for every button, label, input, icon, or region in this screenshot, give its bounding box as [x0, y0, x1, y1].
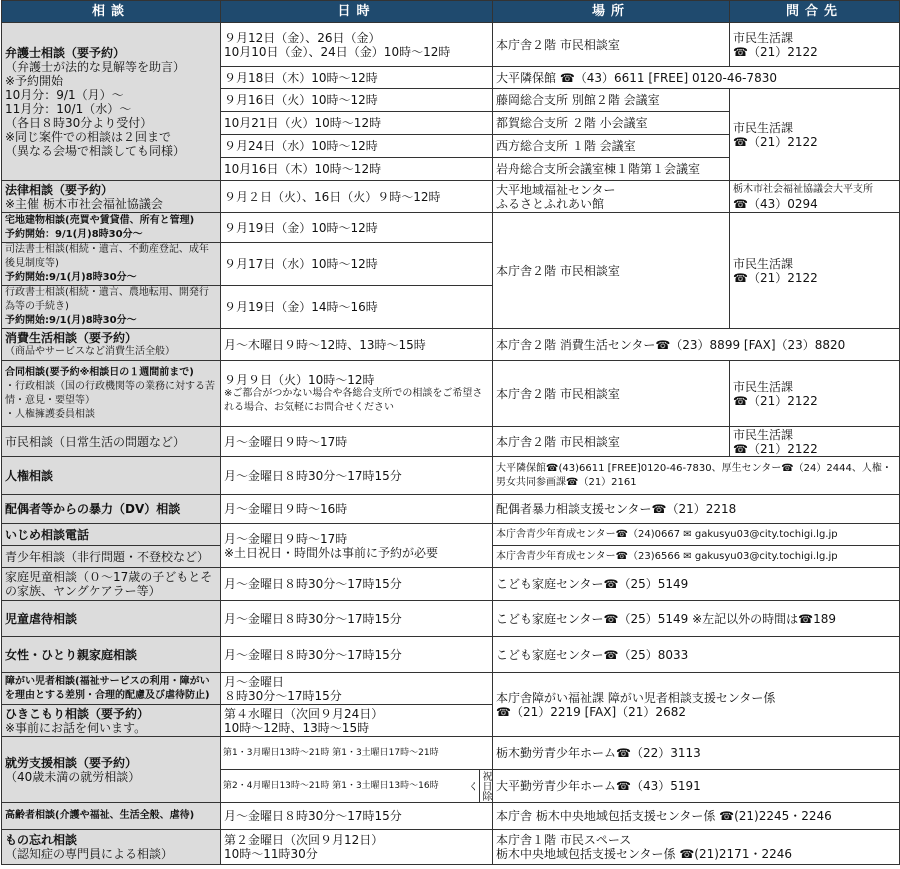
contact-cell: 市民生活課 ☎（21）2122	[730, 89, 900, 181]
holiday-note: 祝日除く	[466, 771, 491, 801]
subject-memory: もの忘れ相談 （認知症の専門員による相談）	[2, 830, 221, 865]
place-cell: 本庁舎 栃木中央地域包括支援センター係 ☎(21)2245・2246	[493, 803, 900, 830]
subject-judicial-scrivener: 司法書士相談(相続・遺言、不動産登記、成年後見制度等) 予約開始:9/1(月)8時30分～	[2, 243, 221, 286]
table-row	[2, 457, 900, 495]
subject-consumer: 消費生活相談（要予約） （商品やサービスなど消費生活全般）	[2, 329, 221, 361]
table-row	[2, 601, 900, 637]
datetime-cell: 第２金曜日（次回９月12日） 10時～11時30分	[221, 830, 493, 865]
datetime-cell: ９月９日（火）10時～12時 ※ご都合がつかない場合や各総合支所での相談をご希望される場合、お気軽にお問合せください	[221, 361, 493, 427]
datetime-cell: 月～金曜日８時30分～17時15分	[221, 457, 493, 495]
table-row	[2, 803, 900, 830]
subject-legal: 法律相談（要予約） ※主催 栃木市社会福祉協議会	[2, 181, 221, 213]
table-row	[2, 361, 900, 427]
place-cell: 本庁舎２階 市民相談室	[493, 427, 730, 457]
table-row	[2, 213, 900, 243]
contact-cell: 栃木市社会福祉協議会大平支所 ☎（43）0294	[730, 181, 900, 213]
datetime-cell: ９月17日（水）10時～12時	[221, 243, 493, 286]
place-cell: 大平勤労青少年ホーム☎（43）5191	[493, 770, 900, 803]
place-cell: 栃木勤労青少年ホーム☎（22）3113	[493, 737, 900, 770]
datetime-cell: 月～金曜日９時～17時	[221, 427, 493, 457]
contact-cell: 市民生活課 ☎（21）2122	[730, 213, 900, 329]
place-cell: 本庁舎障がい福祉課 障がい児者相談支援センター係 ☎（21）2219 [FAX]（21）2682	[493, 673, 900, 737]
header-subject: 相談	[2, 1, 221, 23]
table-row	[2, 637, 900, 673]
subject-lawyer: 弁護士相談（要予約） （弁護士が法的な見解等を助言） ※予約開始 10月分：9/1（月）～ 11月分：10/1（水）～ （各日８時30分より受付） ※同じ案件での相談は２回まで （異なる会場で相談しても同様）	[2, 23, 221, 181]
place-cell: 本庁舎青少年育成センター☎（24)0667 ✉ gakusyu03@city.tochigi.lg.jp	[493, 524, 900, 546]
header-contact: 問合先	[730, 1, 900, 23]
table-row	[2, 495, 900, 524]
subject-joint: 合同相談(要予約※相談日の１週間前まで) ・行政相談（国の行政機関等の業務に対する苦情・意見・要望等） ・人権擁護委員相談	[2, 361, 221, 427]
datetime-cell: 第1・3月曜日13時～21時 第1・3土曜日17時～21時	[221, 737, 493, 770]
datetime-cell: ９月19日（金）10時～12時	[221, 213, 493, 243]
datetime-cell: ９月18日（木）10時～12時	[221, 67, 493, 89]
place-cell: 本庁舎２階 市民相談室	[493, 213, 730, 329]
table-header	[2, 1, 900, 23]
datetime-cell: 月～金曜日８時30分～17時15分	[221, 568, 493, 601]
table-row	[2, 23, 900, 67]
place-cell: 本庁舎青少年育成センター☎（23)6566 ✉ gakusyu03@city.tochigi.lg.jp	[493, 546, 900, 568]
subject-disability: 障がい児者相談(福祉サービスの利用・障がいを理由とする差別・合理的配慮及び虐待防止)	[2, 673, 221, 705]
subject-dv: 配偶者等からの暴力（DV）相談	[2, 495, 221, 524]
place-cell: 本庁舎２階 消費生活センター☎（23）8899 [FAX]（23）8820	[493, 329, 900, 361]
subject-human-rights: 人権相談	[2, 457, 221, 495]
place-cell: 大平隣保館☎(43)6611 [FREE]0120-46-7830、厚生センター☎（24）2444、人権・男女共同参画課☎（21）2161	[493, 457, 900, 495]
datetime-cell: 月～金曜日９時～17時 ※土日祝日・時間外は事前に予約が必要	[221, 524, 493, 568]
datetime-cell: ９月24日（水）10時～12時	[221, 135, 493, 158]
datetime-cell: 月～金曜日９時～16時	[221, 495, 493, 524]
table-row	[2, 673, 900, 705]
table-row	[2, 181, 900, 213]
place-cell: 藤岡総合支所 別館２階 会議室	[493, 89, 730, 112]
datetime-cell: 月～金曜日８時30分～17時15分	[221, 637, 493, 673]
table-row	[2, 568, 900, 601]
subject-real-estate: 宅地建物相談(売買や賃貸借、所有と管理) 予約開始：9/1(月)8時30分～	[2, 213, 221, 243]
contact-cell: 市民生活課 ☎（21）2122	[730, 23, 900, 67]
place-cell: こども家庭センター☎（25）5149 ※左記以外の時間は☎189	[493, 601, 900, 637]
datetime-cell: ９月16日（火）10時～12時	[221, 89, 493, 112]
subject-employment: 就労支援相談（要予約） （40歳未満の就労相談）	[2, 737, 221, 803]
subject-hikikomori: ひきこもり相談（要予約） ※事前にお話を伺います。	[2, 705, 221, 737]
datetime-cell: 10月16日（木）10時～12時	[221, 158, 493, 181]
place-cell: 大平地域福祉センター ふるさとふれあい館	[493, 181, 730, 213]
contact-cell: 市民生活課 ☎（21）2122	[730, 361, 900, 427]
consultation-table	[1, 0, 900, 865]
table-row	[2, 737, 900, 770]
datetime-cell: ９月19日（金）14時～16時	[221, 286, 493, 329]
table-row	[2, 329, 900, 361]
subject-citizen: 市民相談（日常生活の問題など）	[2, 427, 221, 457]
subject-elderly: 高齢者相談(介護や福祉、生活全般、虐待)	[2, 803, 221, 830]
place-cell: こども家庭センター☎（25）5149	[493, 568, 900, 601]
table-row	[2, 427, 900, 457]
table-row	[2, 524, 900, 546]
header-datetime: 日時	[221, 1, 493, 23]
place-cell: 本庁舎２階 市民相談室	[493, 23, 730, 67]
datetime-cell: 月～金曜日 ８時30分～17時15分	[221, 673, 493, 705]
datetime-cell: 第４水曜日（次回９月24日） 10時～12時、13時～15時	[221, 705, 493, 737]
place-cell: こども家庭センター☎（25）8033	[493, 637, 900, 673]
subject-administrative-scrivener: 行政書士相談(相続・遺言、農地転用、開発行為等の手続き) 予約開始:9/1(月)8時30分～	[2, 286, 221, 329]
contact-cell: 市民生活課 ☎（21）2122	[730, 427, 900, 457]
place-cell: 本庁舎２階 市民相談室	[493, 361, 730, 427]
datetime-cell: 月～金曜日８時30分～17時15分	[221, 803, 493, 830]
datetime-cell: ９月12日（金）、26日（金） 10月10日（金）、24日（金）10時～12時	[221, 23, 493, 67]
datetime-cell: 月～木曜日９時～12時、13時～15時	[221, 329, 493, 361]
subject-bullying: いじめ相談電話	[2, 524, 221, 546]
header-place: 場所	[493, 1, 730, 23]
subject-child-abuse: 児童虐待相談	[2, 601, 221, 637]
place-cell: 西方総合支所 １階 会議室	[493, 135, 730, 158]
datetime-cell: ９月２日（火）、16日（火）９時～12時	[221, 181, 493, 213]
subject-women-single-parent: 女性・ひとり親家庭相談	[2, 637, 221, 673]
datetime-cell: 月～金曜日８時30分～17時15分	[221, 601, 493, 637]
place-cell: 大平隣保館 ☎（43）6611 [FREE] 0120-46-7830	[493, 67, 900, 89]
place-cell: 都賀総合支所 ２階 小会議室	[493, 112, 730, 135]
datetime-cell: 第2・4月曜日13時～21時 第1・3土曜日13時～16時 祝日除く	[221, 770, 493, 803]
datetime-cell: 10月21日（火）10時～12時	[221, 112, 493, 135]
table-row	[2, 830, 900, 865]
place-cell: 配偶者暴力相談支援センター☎（21）2218	[493, 495, 900, 524]
place-cell: 本庁舎１階 市民スペース 栃木中央地域包括支援センター係 ☎(21)2171・2246	[493, 830, 900, 865]
subject-youth: 青少年相談（非行問題・不登校など）	[2, 546, 221, 568]
place-cell: 岩舟総合支所会議室棟１階第１会議室	[493, 158, 730, 181]
subject-family-child: 家庭児童相談（０～17歳の子どもとその家族、ヤングケアラー等）	[2, 568, 221, 601]
